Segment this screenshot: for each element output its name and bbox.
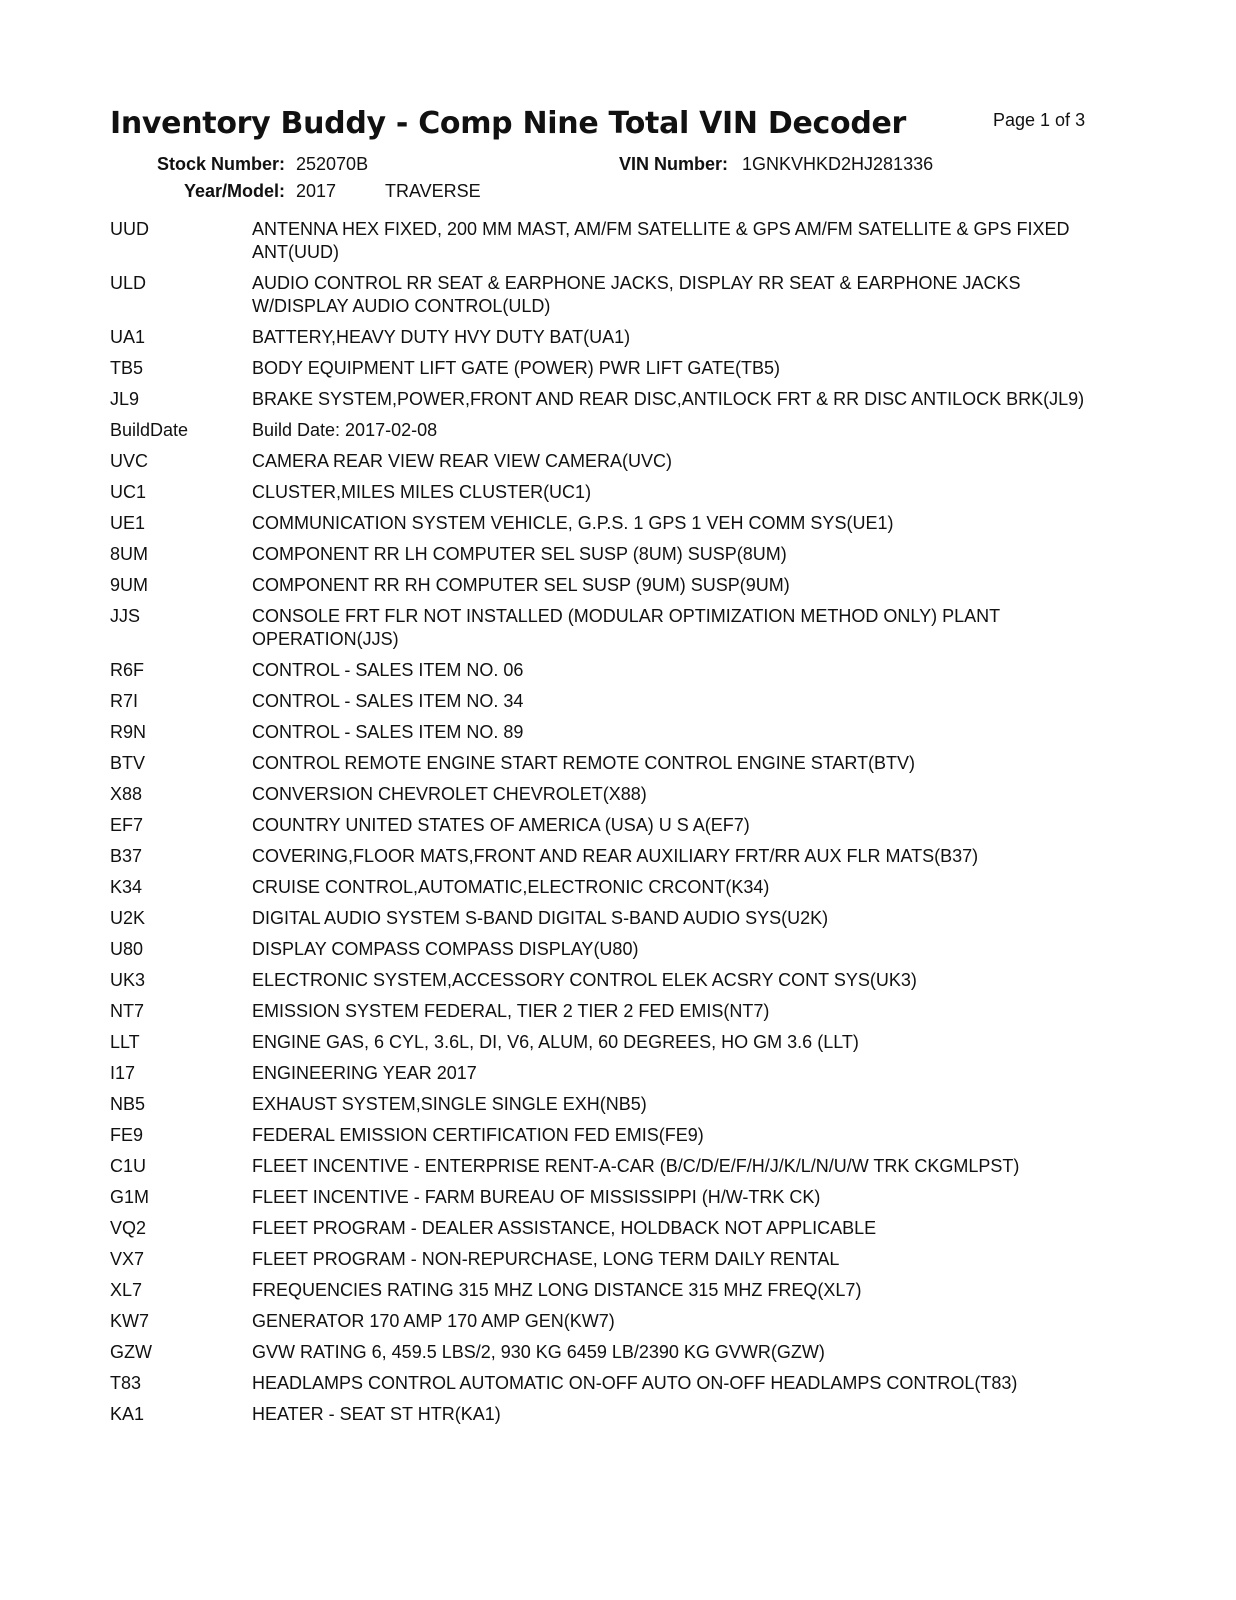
year-model-label: Year/Model: <box>183 181 285 201</box>
option-description: ENGINE GAS, 6 CYL, 3.6L, DI, V6, ALUM, 60 DEGREES, HO GM 3.6 (LLT) <box>252 1032 859 1052</box>
option-code: NB5 <box>110 1094 146 1114</box>
option-description: COMMUNICATION SYSTEM VEHICLE, G.P.S. 1 GPS 1 VEH COMM SYS(UE1) <box>252 513 894 533</box>
option-description: CONTROL - SALES ITEM NO. 89 <box>252 722 524 742</box>
option-description: CONTROL - SALES ITEM NO. 06 <box>252 660 524 680</box>
option-code: NT7 <box>110 1001 145 1021</box>
option-description: CLUSTER,MILES MILES CLUSTER(UC1) <box>252 482 592 502</box>
option-code: LLT <box>110 1032 140 1052</box>
option-code: C1U <box>110 1156 147 1176</box>
option-description: FLEET PROGRAM - NON-REPURCHASE, LONG TERM DAILY RENTAL <box>252 1249 840 1269</box>
option-row <box>110 1186 1110 1209</box>
option-code: EF7 <box>110 815 144 835</box>
vin-number-label: VIN Number: <box>618 154 728 174</box>
option-code: BTV <box>110 753 146 773</box>
option-code: U80 <box>110 939 144 959</box>
option-code: XL7 <box>110 1280 143 1300</box>
page-title: Inventory Buddy - Comp Nine Total VIN Decoder <box>110 106 907 141</box>
option-row <box>110 752 1110 775</box>
option-description: FLEET INCENTIVE - FARM BUREAU OF MISSISSIPPI (H/W-TRK CK) <box>252 1187 821 1207</box>
option-description: COVERING,FLOOR MATS,FRONT AND REAR AUXILIARY FRT/RR AUX FLR MATS(B37) <box>252 846 979 866</box>
option-row <box>110 690 1110 713</box>
option-code: UE1 <box>110 513 146 533</box>
option-description: DISPLAY COMPASS COMPASS DISPLAY(U80) <box>252 939 639 959</box>
option-row <box>110 969 1110 992</box>
stock-number-label: Stock Number: <box>156 154 285 174</box>
option-row <box>110 876 1110 899</box>
option-code: R7I <box>110 691 139 711</box>
option-code: 8UM <box>110 544 149 564</box>
stock-number-value: 252070B <box>296 154 369 174</box>
option-description: FLEET PROGRAM - DEALER ASSISTANCE, HOLDBACK NOT APPLICABLE <box>252 1218 877 1238</box>
option-code: TB5 <box>110 358 144 378</box>
option-row <box>110 1279 1110 1302</box>
option-code: VQ2 <box>110 1218 147 1238</box>
vin-number-value: 1GNKVHKD2HJ281336 <box>742 154 934 174</box>
option-row <box>110 543 1110 566</box>
option-description: FREQUENCIES RATING 315 MHZ LONG DISTANCE 315 MHZ FREQ(XL7) <box>252 1280 862 1300</box>
option-description: CONTROL - SALES ITEM NO. 34 <box>252 691 524 711</box>
option-code: UVC <box>110 451 149 471</box>
option-code: JL9 <box>110 389 140 409</box>
option-row <box>110 659 1110 682</box>
option-code: KA1 <box>110 1404 145 1424</box>
option-row <box>110 388 1110 411</box>
option-code: I17 <box>110 1063 136 1083</box>
option-description: COMPONENT RR LH COMPUTER SEL SUSP (8UM) SUSP(8UM) <box>252 544 787 564</box>
option-row <box>110 1217 1110 1240</box>
option-row <box>110 1372 1110 1395</box>
option-row <box>110 419 1110 442</box>
option-code: X88 <box>110 784 143 804</box>
option-code: UUD <box>110 219 149 239</box>
option-row <box>110 1093 1110 1116</box>
option-row <box>110 845 1110 868</box>
option-row <box>110 218 1110 264</box>
option-code: R9N <box>110 722 147 742</box>
option-description: CONSOLE FRT FLR NOT INSTALLED (MODULAR OPTIMIZATION METHOD ONLY) PLANT OPERATION(JJS) <box>252 606 1000 649</box>
option-code: K34 <box>110 877 143 897</box>
option-row <box>110 512 1110 535</box>
option-row <box>110 605 1110 651</box>
option-description: CONVERSION CHEVROLET CHEVROLET(X88) <box>252 784 647 804</box>
option-row <box>110 783 1110 806</box>
option-row <box>110 1124 1110 1147</box>
option-description: HEATER - SEAT ST HTR(KA1) <box>252 1404 501 1424</box>
option-description: BRAKE SYSTEM,POWER,FRONT AND REAR DISC,ANTILOCK FRT & RR DISC ANTILOCK BRK(JL9) <box>252 389 1085 409</box>
option-description: ANTENNA HEX FIXED, 200 MM MAST, AM/FM SATELLITE & GPS AM/FM SATELLITE & GPS FIXED ANT(UUD) <box>252 219 1070 262</box>
option-row <box>110 481 1110 504</box>
option-row <box>110 1403 1110 1426</box>
page-number: Page 1 of 3 <box>993 110 1086 130</box>
option-row <box>110 574 1110 597</box>
option-description: CRUISE CONTROL,AUTOMATIC,ELECTRONIC CRCONT(K34) <box>252 877 770 897</box>
option-description: AUDIO CONTROL RR SEAT & EARPHONE JACKS, DISPLAY RR SEAT & EARPHONE JACKS W/DISPLAY AUDIO CONTROL(ULD) <box>252 273 1021 316</box>
option-row <box>110 1000 1110 1023</box>
option-description: EMISSION SYSTEM FEDERAL, TIER 2 TIER 2 FED EMIS(NT7) <box>252 1001 770 1021</box>
option-code: UA1 <box>110 327 146 347</box>
option-row <box>110 1031 1110 1054</box>
option-description: COUNTRY UNITED STATES OF AMERICA (USA) U S A(EF7) <box>252 815 750 835</box>
option-row <box>110 814 1110 837</box>
option-code: T83 <box>110 1373 142 1393</box>
year-value: 2017 <box>296 181 337 201</box>
option-code: JJS <box>110 606 141 626</box>
option-description: CONTROL REMOTE ENGINE START REMOTE CONTROL ENGINE START(BTV) <box>252 753 916 773</box>
option-code: B37 <box>110 846 143 866</box>
option-code: G1M <box>110 1187 150 1207</box>
option-code: R6F <box>110 660 145 680</box>
option-code: U2K <box>110 908 146 928</box>
option-row <box>110 272 1110 318</box>
option-code: 9UM <box>110 575 149 595</box>
option-list <box>110 218 1110 1434</box>
option-row <box>110 721 1110 744</box>
option-description: CAMERA REAR VIEW REAR VIEW CAMERA(UVC) <box>252 451 673 471</box>
option-row <box>110 938 1110 961</box>
option-description: DIGITAL AUDIO SYSTEM S-BAND DIGITAL S-BAND AUDIO SYS(U2K) <box>252 908 829 928</box>
option-description: COMPONENT RR RH COMPUTER SEL SUSP (9UM) SUSP(9UM) <box>252 575 790 595</box>
option-description: ELECTRONIC SYSTEM,ACCESSORY CONTROL ELEK ACSRY CONT SYS(UK3) <box>252 970 917 990</box>
option-description: ENGINEERING YEAR 2017 <box>252 1063 477 1083</box>
option-row <box>110 1248 1110 1271</box>
option-description: EXHAUST SYSTEM,SINGLE SINGLE EXH(NB5) <box>252 1094 647 1114</box>
option-code: UK3 <box>110 970 146 990</box>
option-row <box>110 1062 1110 1085</box>
option-code: GZW <box>110 1342 152 1362</box>
option-description: BODY EQUIPMENT LIFT GATE (POWER) PWR LIFT GATE(TB5) <box>252 358 781 378</box>
option-code: KW7 <box>110 1311 150 1331</box>
option-description: GENERATOR 170 AMP 170 AMP GEN(KW7) <box>252 1311 615 1331</box>
option-description: HEADLAMPS CONTROL AUTOMATIC ON-OFF AUTO ON-OFF HEADLAMPS CONTROL(T83) <box>252 1373 1018 1393</box>
option-code: FE9 <box>110 1125 144 1145</box>
option-row <box>110 1310 1110 1333</box>
option-description: BATTERY,HEAVY DUTY HVY DUTY BAT(UA1) <box>252 327 631 347</box>
option-description: GVW RATING 6, 459.5 LBS/2, 930 KG 6459 LB/2390 KG GVWR(GZW) <box>252 1342 825 1362</box>
option-code: UC1 <box>110 482 147 502</box>
option-code: VX7 <box>110 1249 145 1269</box>
option-row <box>110 326 1110 349</box>
option-description: Build Date: 2017-02-08 <box>252 420 438 440</box>
option-row <box>110 357 1110 380</box>
option-row <box>110 450 1110 473</box>
option-row <box>110 1155 1110 1178</box>
option-description: FEDERAL EMISSION CERTIFICATION FED EMIS(FE9) <box>252 1125 704 1145</box>
model-value: TRAVERSE <box>385 181 481 201</box>
option-code: BuildDate <box>110 420 189 440</box>
option-row <box>110 907 1110 930</box>
option-description: FLEET INCENTIVE - ENTERPRISE RENT-A-CAR (B/C/D/E/F/H/J/K/L/N/U/W TRK CKGMLPST) <box>252 1156 1020 1176</box>
option-row <box>110 1341 1110 1364</box>
option-code: ULD <box>110 273 147 293</box>
